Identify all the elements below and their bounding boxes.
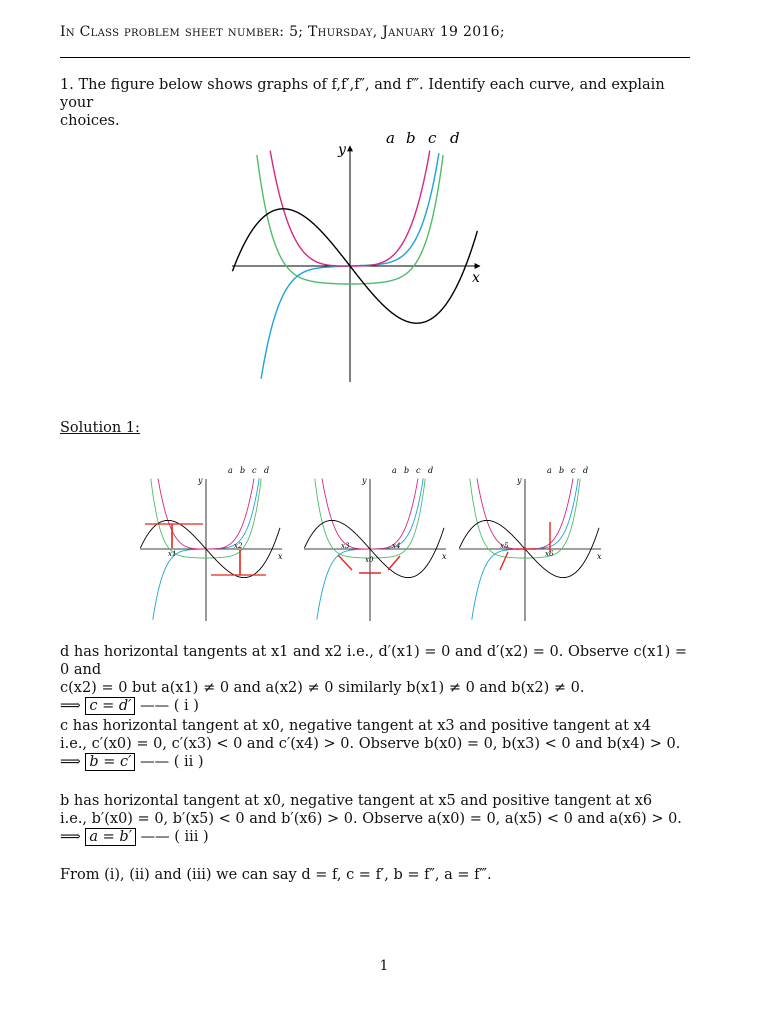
small-curve-label-d-1: d bbox=[264, 466, 270, 475]
solution-figure-1 bbox=[140, 466, 283, 621]
problem-line-2: choices. bbox=[60, 113, 120, 129]
small-y-label-3: y bbox=[517, 476, 522, 485]
paragraph-1-line-2: c(x2) = 0 but a(x1) ≠ 0 and a(x2) ≠ 0 similarly b(x1) ≠ 0 and b(x2) ≠ 0. bbox=[60, 680, 585, 696]
curve-label-b: b bbox=[406, 129, 416, 147]
paragraph-2-line-2: i.e., c′(x0) = 0, c′(x3) < 0 and c′(x4) > 0. Observe b(x0) = 0, b(x3) < 0 and b(x4) > 0. bbox=[60, 736, 681, 752]
small-x-label-2: x bbox=[442, 552, 447, 561]
result-1-line: ⟹ c = d′ —— ( i ) bbox=[60, 698, 199, 714]
page-number: 1 bbox=[379, 958, 389, 974]
small-x-label-3: x bbox=[597, 552, 602, 561]
x-axis-label: x bbox=[472, 270, 480, 286]
result-1-box: c = d′ bbox=[85, 697, 135, 715]
solution-figure-3 bbox=[459, 466, 602, 621]
small-curve-label-a-2: a bbox=[392, 466, 397, 475]
small-x-label-1: x bbox=[278, 552, 283, 561]
label-x2: x2 bbox=[234, 542, 243, 550]
tangent-x4 bbox=[388, 556, 400, 570]
y-axis-label: y bbox=[338, 142, 346, 158]
paragraph-2 bbox=[60, 717, 695, 771]
solution-figure-2 bbox=[304, 466, 447, 621]
small-curve-label-c-1: c bbox=[252, 466, 257, 475]
small-curve-label-a-3: a bbox=[547, 466, 552, 475]
curve-label-a: a bbox=[386, 129, 395, 147]
paragraph-2-line-1: c has horizontal tangent at x0, negative tangent at x3 and positive tangent at x4 bbox=[60, 718, 651, 734]
small-curve-label-d-3: d bbox=[583, 466, 589, 475]
conclusion: From (i), (ii) and (iii) we can say d = f, c = f′, b = f″, a = f‴. bbox=[60, 867, 492, 883]
solution-title: Solution 1: bbox=[60, 420, 140, 436]
curve-label-c: c bbox=[428, 129, 437, 147]
small-curve-label-d-2: d bbox=[428, 466, 434, 475]
small-curve-label-b-1: b bbox=[240, 466, 246, 475]
page-header: In Class problem sheet number: 5; Thursday, January 19 2016; bbox=[60, 24, 505, 40]
label-x4: x4 bbox=[392, 542, 401, 550]
curve-label-d: d bbox=[450, 129, 460, 147]
result-3-box: a = b′ bbox=[85, 828, 136, 846]
small-y-label-1: y bbox=[198, 476, 203, 485]
paragraph-3-line-1: b has horizontal tangent at x0, negative tangent at x5 and positive tangent at x6 bbox=[60, 793, 653, 809]
result-1-tag: ( i ) bbox=[173, 698, 199, 714]
label-x6: x6 bbox=[545, 550, 554, 558]
small-curve-label-b-3: b bbox=[559, 466, 565, 475]
result-3-tag: ( iii ) bbox=[174, 829, 209, 845]
result-3-line: ⟹ a = b′ —— ( iii ) bbox=[60, 829, 209, 845]
paragraph-1-line-1: d has horizontal tangents at x1 and x2 i.e., d′(x1) = 0 and d′(x2) = 0. Observe c(x1) = 0 and bbox=[60, 644, 688, 678]
result-2-line: ⟹ b = c′ —— ( ii ) bbox=[60, 754, 204, 770]
small-y-label-2: y bbox=[362, 476, 367, 485]
small-curve-label-b-2: b bbox=[404, 466, 410, 475]
tangent-x5 bbox=[500, 552, 508, 570]
paragraph-3-line-2: i.e., b′(x0) = 0, b′(x5) < 0 and b′(x6) > 0. Observe a(x0) = 0, a(x5) < 0 and a(x6) > 0. bbox=[60, 811, 682, 827]
small-curve-label-a-1: a bbox=[228, 466, 233, 475]
result-2-tag: ( ii ) bbox=[173, 754, 204, 770]
problem-line-1: 1. The figure below shows graphs of f,f′,f″, and f‴. Identify each curve, and explain your bbox=[60, 77, 665, 111]
label-x5: x5 bbox=[500, 542, 509, 550]
label-x1: x1 bbox=[168, 550, 177, 558]
label-x0: x0 bbox=[365, 556, 374, 564]
small-curve-label-c-3: c bbox=[571, 466, 576, 475]
result-2-box: b = c′ bbox=[85, 753, 135, 771]
paragraph-3 bbox=[60, 792, 695, 846]
paragraph-1 bbox=[60, 643, 695, 715]
label-x3: x3 bbox=[341, 542, 350, 550]
small-curve-label-c-2: c bbox=[416, 466, 421, 475]
